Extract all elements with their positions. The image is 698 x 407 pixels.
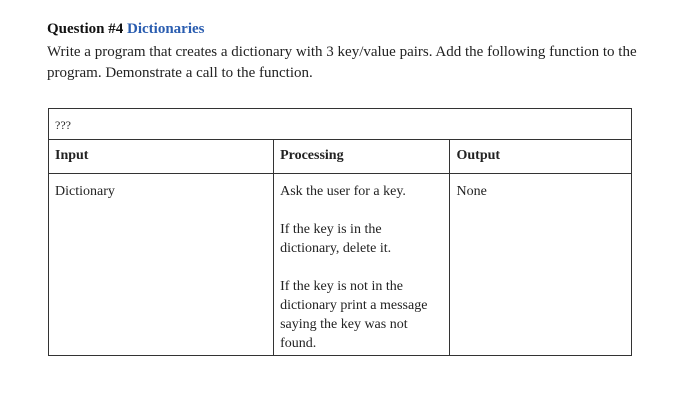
table-header-row (49, 140, 632, 174)
cell-input (49, 174, 274, 356)
question-topic: Dictionaries (127, 21, 205, 37)
header-input (49, 140, 274, 174)
question-heading (47, 20, 205, 38)
input-value: Dictionary (55, 184, 115, 199)
output-value: None (456, 184, 487, 199)
table-title-row (49, 109, 632, 140)
header-input-label: Input (55, 148, 89, 163)
header-processing-label: Processing (280, 148, 344, 163)
table-title-cell (49, 109, 632, 140)
processing-step: If the key is in the dictionary, delete it. (280, 222, 392, 256)
processing-step: Ask the user for a key. (280, 184, 406, 199)
cell-output (450, 174, 632, 356)
processing-step: If the key is not in the dictionary print a message saying the key was not found. (280, 279, 428, 351)
header-output (450, 140, 632, 174)
ipo-table (48, 108, 632, 356)
table-row (49, 174, 632, 356)
table-title: ??? (55, 118, 71, 132)
processing-steps (280, 174, 443, 353)
header-output-label: Output (456, 148, 501, 163)
question-number: Question #4 (47, 21, 124, 37)
cell-processing (274, 174, 450, 356)
header-processing (274, 140, 450, 174)
question-instructions: Write a program that creates a dictionary with 3 key/value pairs. Add the following function to the program. Demonstrate a call to the function. (47, 44, 637, 81)
